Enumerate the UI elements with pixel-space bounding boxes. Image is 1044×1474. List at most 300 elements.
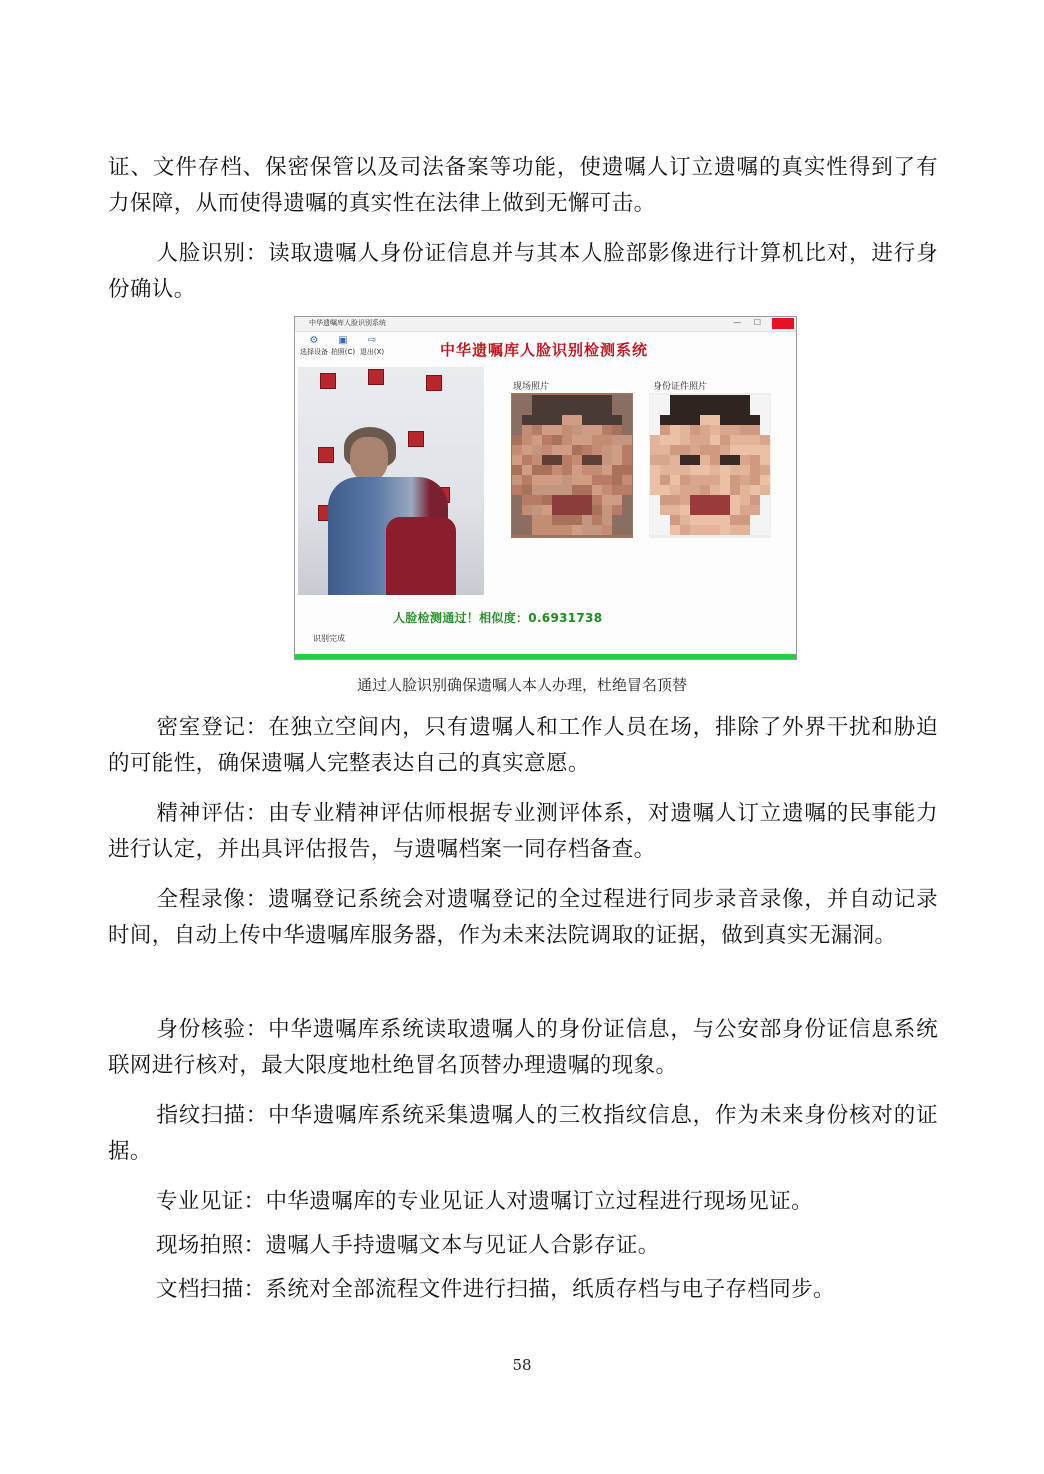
mosaic-cell (680, 395, 690, 405)
mosaic-cell (582, 505, 592, 515)
mosaic-cell (612, 465, 622, 475)
mosaic-cell (562, 465, 572, 475)
mosaic-cell (542, 475, 552, 485)
mosaic-cell (660, 395, 670, 405)
mosaic-cell (650, 505, 660, 515)
mosaic-cell (690, 505, 700, 515)
mosaic-cell (680, 465, 690, 475)
mosaic-cell (740, 395, 750, 405)
mosaic-cell (670, 445, 680, 455)
mosaic-cell (602, 475, 612, 485)
paragraph-mental-assessment: 精神评估：由专业精神评估师根据专业测评体系，对遗嘱人订立遗嘱的民事能力进行认定，并出具评估报告，与遗嘱档案一同存档备查。 (108, 801, 938, 862)
mosaic-cell (562, 485, 572, 495)
mosaic-cell (552, 475, 562, 485)
mosaic-cell (622, 525, 632, 535)
mosaic-cell (730, 415, 740, 425)
mosaic-cell (730, 485, 740, 495)
mosaic-cell (532, 425, 542, 435)
mosaic-cell (572, 415, 582, 425)
mosaic-cell (602, 485, 612, 495)
mosaic-cell (650, 465, 660, 475)
mosaic-cell (650, 495, 660, 505)
mosaic-cell (532, 445, 542, 455)
mosaic-cell (612, 495, 622, 505)
mosaic-cell (720, 445, 730, 455)
camera-icon: ▣ (338, 335, 348, 346)
mosaic-cell (660, 475, 670, 485)
mosaic-cell (700, 525, 710, 535)
mosaic-cell (582, 495, 592, 505)
mosaic-cell (532, 395, 542, 405)
mosaic-cell (690, 475, 700, 485)
mosaic-cell (612, 485, 622, 495)
mosaic-cell (552, 435, 562, 445)
mosaic-cell (622, 505, 632, 515)
wall-logo (320, 373, 336, 389)
mosaic-cell (512, 505, 522, 515)
mosaic-cell (750, 505, 760, 515)
mosaic-cell (740, 515, 750, 525)
site-photo-label: 现场照片 (513, 382, 550, 392)
mosaic-cell (720, 525, 730, 535)
mosaic-cell (542, 445, 552, 455)
mosaic-cell (670, 415, 680, 425)
mosaic-cell (670, 525, 680, 535)
mosaic-cell (562, 415, 572, 425)
mosaic-cell (700, 445, 710, 455)
exit-icon: ⇨ (367, 335, 377, 346)
site-photo-pixelated (511, 393, 633, 538)
mosaic-cell (710, 455, 720, 465)
mosaic-cell (592, 505, 602, 515)
window-titlebar (295, 317, 796, 332)
mosaic-cell (690, 485, 700, 495)
mosaic-cell (572, 435, 582, 445)
paragraph-professional-witness: 专业见证：中华遗嘱库的专业见证人对遗嘱订立过程进行现场见证。 (156, 1189, 814, 1214)
mosaic-cell (680, 405, 690, 415)
mosaic-cell (650, 515, 660, 525)
mosaic-cell (760, 395, 770, 405)
mosaic-cell (522, 525, 532, 535)
wall-logo (426, 375, 442, 391)
mosaic-cell (592, 405, 602, 415)
mosaic-cell (522, 405, 532, 415)
mosaic-cell (612, 425, 622, 435)
mosaic-cell (670, 485, 680, 495)
mosaic-cell (650, 405, 660, 415)
person-face-blurred (350, 437, 388, 481)
app-toolbar (299, 335, 387, 361)
mosaic-cell (572, 475, 582, 485)
mosaic-cell (760, 405, 770, 415)
mosaic-cell (720, 515, 730, 525)
mosaic-cell (602, 495, 612, 505)
mosaic-cell (710, 475, 720, 485)
mosaic-cell (522, 475, 532, 485)
id-photo-label: 身份证件照片 (653, 382, 708, 392)
mosaic-cell (720, 495, 730, 505)
mosaic-cell (750, 455, 760, 465)
mosaic-cell (582, 425, 592, 435)
mosaic-cell (532, 495, 542, 505)
mosaic-cell (522, 415, 532, 425)
mosaic-cell (710, 415, 720, 425)
mosaic-cell (690, 395, 700, 405)
mosaic-cell (532, 405, 542, 415)
mosaic-cell (730, 395, 740, 405)
mosaic-cell (542, 505, 552, 515)
mosaic-cell (720, 485, 730, 495)
mosaic-cell (750, 485, 760, 495)
mosaic-cell (542, 525, 552, 535)
mosaic-cell (700, 435, 710, 445)
mosaic-cell (700, 465, 710, 475)
mosaic-cell (740, 405, 750, 415)
mosaic-cell (612, 505, 622, 515)
mosaic-cell (730, 495, 740, 505)
mosaic-cell (680, 525, 690, 535)
mosaic-cell (740, 465, 750, 475)
mosaic-cell (582, 485, 592, 495)
mosaic-cell (522, 465, 532, 475)
mosaic-cell (562, 445, 572, 455)
mosaic-cell (592, 395, 602, 405)
mosaic-cell (740, 425, 750, 435)
mosaic-cell (562, 425, 572, 435)
mosaic-cell (730, 505, 740, 515)
mosaic-cell (670, 515, 680, 525)
mosaic-cell (660, 415, 670, 425)
mosaic-cell (760, 485, 770, 495)
mosaic-cell (552, 495, 562, 505)
mosaic-cell (730, 515, 740, 525)
mosaic-cell (670, 435, 680, 445)
mosaic-cell (552, 515, 562, 525)
mosaic-cell (612, 455, 622, 465)
mosaic-cell (532, 415, 542, 425)
detection-result: 人脸检测通过！相似度：0.6931738 (393, 611, 603, 625)
mosaic-cell (602, 515, 612, 525)
mosaic-cell (700, 405, 710, 415)
mosaic-cell (542, 395, 552, 405)
wall-logo (368, 369, 384, 385)
mosaic-cell (612, 415, 622, 425)
mosaic-cell (730, 525, 740, 535)
mosaic-cell (740, 495, 750, 505)
mosaic-cell (690, 425, 700, 435)
mosaic-cell (552, 445, 562, 455)
mosaic-cell (592, 515, 602, 525)
mosaic-cell (760, 455, 770, 465)
mosaic-cell (650, 415, 660, 425)
mosaic-cell (512, 425, 522, 435)
mosaic-cell (760, 515, 770, 525)
mosaic-cell (622, 395, 632, 405)
mosaic-cell (660, 465, 670, 475)
mosaic-cell (720, 475, 730, 485)
mosaic-cell (730, 405, 740, 415)
mosaic-cell (512, 465, 522, 475)
mosaic-cell (592, 525, 602, 535)
mosaic-cell (622, 425, 632, 435)
mosaic-cell (562, 395, 572, 405)
face-recognition-screenshot (294, 316, 797, 660)
mosaic-cell (650, 425, 660, 435)
mosaic-cell (572, 395, 582, 405)
mosaic-cell (622, 435, 632, 445)
select-device-button: ⚙ 选择设备 (300, 335, 328, 356)
mosaic-cell (562, 515, 572, 525)
mosaic-cell (522, 445, 532, 455)
mosaic-cell (582, 515, 592, 525)
mosaic-cell (730, 475, 740, 485)
mosaic-cell (720, 415, 730, 425)
mosaic-cell (670, 505, 680, 515)
mosaic-cell (592, 445, 602, 455)
take-photo-button: ▣ 拍照(C) (328, 335, 358, 357)
mosaic-cell (690, 525, 700, 535)
mosaic-cell (542, 495, 552, 505)
mosaic-cell (660, 455, 670, 465)
mosaic-cell (542, 435, 552, 445)
paragraph-face-recognition: 人脸识别：读取遗嘱人身份证信息并与其本人脸部影像进行计算机比对，进行身份确认。 (108, 241, 938, 302)
mosaic-cell (542, 485, 552, 495)
mosaic-cell (522, 455, 532, 465)
mosaic-cell (660, 435, 670, 445)
mosaic-cell (572, 405, 582, 415)
mosaic-cell (690, 405, 700, 415)
mosaic-cell (750, 465, 760, 475)
mosaic-cell (750, 445, 760, 455)
figure-caption: 通过人脸识别确保遗嘱人本人办理，杜绝冒名顶替 (356, 676, 687, 694)
mosaic-cell (680, 505, 690, 515)
mosaic-cell (532, 525, 542, 535)
mosaic-cell (542, 515, 552, 525)
mosaic-cell (522, 395, 532, 405)
mosaic-cell (552, 425, 562, 435)
mosaic-cell (720, 435, 730, 445)
mosaic-cell (700, 515, 710, 525)
mosaic-cell (622, 415, 632, 425)
mosaic-cell (720, 505, 730, 515)
mosaic-cell (710, 435, 720, 445)
mosaic-cell (602, 445, 612, 455)
mosaic-cell (720, 405, 730, 415)
window-controls: — ☐ (733, 318, 766, 327)
mosaic-cell (602, 505, 612, 515)
mosaic-cell (650, 395, 660, 405)
mosaic-cell (680, 425, 690, 435)
mosaic-cell (562, 405, 572, 415)
mosaic-cell (690, 465, 700, 475)
mosaic-cell (512, 435, 522, 445)
mosaic-cell (760, 475, 770, 485)
mosaic-cell (622, 475, 632, 485)
mosaic-cell (650, 525, 660, 535)
mosaic-cell (602, 395, 612, 405)
app-title: 中华遗嘱库人脸识别检测系统 (440, 341, 649, 359)
mosaic-cell (622, 445, 632, 455)
mosaic-cell (760, 525, 770, 535)
mosaic-cell (700, 505, 710, 515)
mosaic-cell (592, 495, 602, 505)
mosaic-cell (512, 395, 522, 405)
red-coat (386, 517, 456, 595)
camera-feed (298, 367, 484, 595)
mosaic-cell (700, 475, 710, 485)
mosaic-cell (720, 425, 730, 435)
mosaic-cell (612, 395, 622, 405)
mosaic-cell (592, 455, 602, 465)
mosaic-cell (522, 435, 532, 445)
mosaic-cell (552, 505, 562, 515)
mosaic-cell (612, 445, 622, 455)
mosaic-cell (740, 445, 750, 455)
mosaic-cell (760, 435, 770, 445)
mosaic-cell (750, 405, 760, 415)
paragraph-document-scan: 文档扫描：系统对全部流程文件进行扫描，纸质存档与电子存档同步。 (156, 1277, 835, 1302)
page-number: 58 (512, 1356, 532, 1374)
mosaic-cell (602, 405, 612, 415)
mosaic-cell (670, 495, 680, 505)
mosaic-cell (760, 445, 770, 455)
mosaic-cell (650, 475, 660, 485)
mosaic-cell (690, 445, 700, 455)
mosaic-cell (532, 505, 542, 515)
wall-logo (318, 447, 334, 463)
mosaic-cell (512, 405, 522, 415)
mosaic-cell (710, 395, 720, 405)
close-button (772, 318, 794, 329)
mosaic-cell (532, 465, 542, 475)
mosaic-cell (680, 515, 690, 525)
mosaic-cell (710, 525, 720, 535)
mosaic-cell (592, 485, 602, 495)
mosaic-cell (650, 485, 660, 495)
mosaic-cell (650, 435, 660, 445)
mosaic-cell (700, 415, 710, 425)
mosaic-cell (680, 435, 690, 445)
mosaic-cell (750, 515, 760, 525)
mosaic-cell (542, 405, 552, 415)
mosaic-cell (690, 455, 700, 465)
mosaic-cell (552, 465, 562, 475)
mosaic-cell (710, 495, 720, 505)
mosaic-cell (690, 515, 700, 525)
mosaic-cell (592, 415, 602, 425)
mosaic-cell (700, 395, 710, 405)
mosaic-cell (660, 525, 670, 535)
mosaic-cell (602, 425, 612, 435)
mosaic-cell (700, 485, 710, 495)
mosaic-cell (572, 455, 582, 465)
mosaic-cell (532, 435, 542, 445)
mosaic-cell (760, 505, 770, 515)
mosaic-cell (720, 395, 730, 405)
mosaic-cell (562, 495, 572, 505)
mosaic-cell (622, 455, 632, 465)
mosaic-cell (602, 465, 612, 475)
mosaic-cell (582, 435, 592, 445)
mosaic-cell (562, 455, 572, 465)
mosaic-cell (532, 515, 542, 525)
mosaic-cell (720, 455, 730, 465)
mosaic-cell (660, 405, 670, 415)
mosaic-cell (680, 455, 690, 465)
mosaic-cell (760, 425, 770, 435)
mosaic-cell (582, 405, 592, 415)
mosaic-cell (750, 435, 760, 445)
mosaic-cell (552, 485, 562, 495)
mosaic-cell (582, 455, 592, 465)
mosaic-cell (680, 495, 690, 505)
mosaic-cell (700, 495, 710, 505)
mosaic-cell (622, 515, 632, 525)
mosaic-cell (670, 425, 680, 435)
mosaic-cell (730, 455, 740, 465)
mosaic-cell (730, 435, 740, 445)
id-photo-pixelated (649, 393, 771, 538)
mosaic-cell (740, 485, 750, 495)
mosaic-cell (572, 425, 582, 435)
mosaic-cell (622, 405, 632, 415)
mosaic-cell (710, 515, 720, 525)
mosaic-cell (760, 465, 770, 475)
mosaic-cell (680, 475, 690, 485)
window-title: 中华遗嘱库人脸识别系统 (309, 319, 386, 327)
mosaic-cell (552, 525, 562, 535)
mosaic-cell (660, 515, 670, 525)
mosaic-cell (612, 475, 622, 485)
mosaic-cell (602, 415, 612, 425)
mosaic-cell (592, 465, 602, 475)
mosaic-cell (562, 525, 572, 535)
mosaic-cell (592, 425, 602, 435)
mosaic-cell (562, 505, 572, 515)
mosaic-cell (680, 415, 690, 425)
mosaic-cell (542, 415, 552, 425)
mosaic-cell (592, 435, 602, 445)
settings-icon: ⚙ (309, 335, 319, 346)
mosaic-cell (710, 445, 720, 455)
mosaic-cell (542, 425, 552, 435)
mosaic-cell (740, 525, 750, 535)
mosaic-cell (532, 475, 542, 485)
mosaic-cell (542, 455, 552, 465)
mosaic-cell (680, 445, 690, 455)
mosaic-cell (710, 505, 720, 515)
mosaic-cell (740, 475, 750, 485)
mosaic-cell (700, 425, 710, 435)
mosaic-cell (512, 455, 522, 465)
paragraph-full-recording: 全程录像：遗嘱登记系统会对遗嘱登记的全过程进行同步录音录像，并自动记录时间，自动上传中华遗嘱库服务器，作为未来法院调取的证据，做到真实无漏洞。 (108, 887, 938, 948)
mosaic-cell (660, 445, 670, 455)
mosaic-cell (710, 425, 720, 435)
mosaic-cell (660, 505, 670, 515)
mosaic-cell (582, 465, 592, 475)
mosaic-cell (650, 455, 660, 465)
mosaic-cell (670, 475, 680, 485)
mosaic-cell (512, 475, 522, 485)
mosaic-cell (572, 445, 582, 455)
mosaic-cell (750, 475, 760, 485)
mosaic-cell (612, 515, 622, 525)
paragraph-continuation: 证、文件存档、保密保管以及司法备案等功能，使遗嘱人订立遗嘱的真实性得到了有力保障，从而使得遗嘱的真实性在法律上做到无懈可击。 (108, 155, 938, 216)
mosaic-cell (660, 425, 670, 435)
paragraph-onsite-photo: 现场拍照：遗嘱人手持遗嘱文本与见证人合影存证。 (156, 1233, 660, 1258)
wall-logo (408, 431, 424, 447)
exit-button: ⇨ 退出(X) (357, 335, 387, 357)
